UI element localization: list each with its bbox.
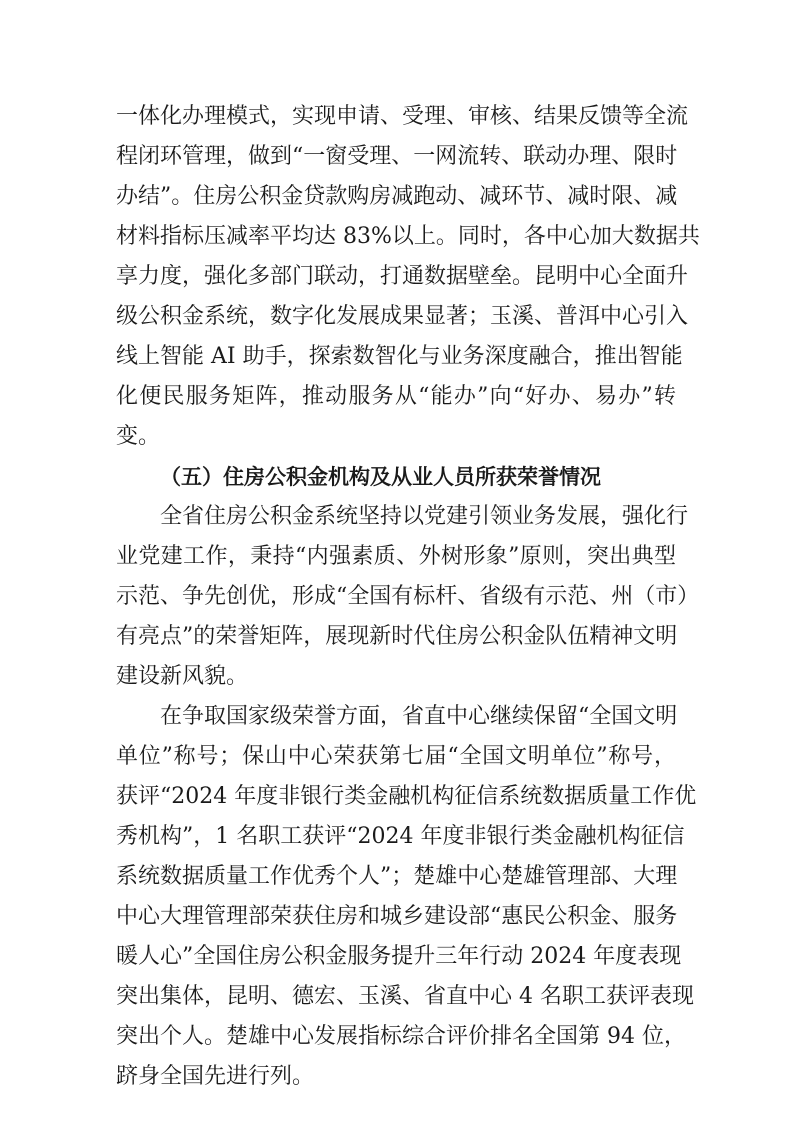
paragraph-line: 示范、争先创优，形成“全国有标杆、省级有示范、州（市） — [116, 584, 700, 609]
paragraph-line: 单位”称号；保山中心荣获第七届“全国文明单位”称号， — [116, 744, 676, 769]
paragraph-line: 级公积金系统，数字化发展成果显著；玉溪、普洱中心引入 — [116, 304, 689, 329]
paragraph-line: 系统数据质量工作优秀个人”；楚雄中心楚雄管理部、大理 — [116, 864, 678, 889]
paragraph-line: 暖人心”全国住房公积金服务提升三年行动 2024 年度表现 — [116, 944, 682, 969]
paragraph-line: 突出个人。楚雄中心发展指标综合评价排名全国第 94 位， — [116, 1024, 686, 1049]
paragraph-line: 突出集体，昆明、德宏、玉溪、省直中心 4 名职工获评表现 — [116, 984, 694, 1009]
paragraph-line: 化便民服务矩阵，推动服务从“能办”向“好办、易办”转 — [116, 384, 676, 409]
paragraph-line: 程闭环管理，做到“一窗受理、一网流转、联动办理、限时 — [116, 144, 678, 169]
paragraph-line: 材料指标压减率平均达 83%以上。同时，各中心加大数据共 — [116, 224, 700, 249]
paragraph-line: 跻身全国先进行列。 — [116, 1064, 315, 1089]
paragraph-line: 有亮点”的荣誉矩阵，展现新时代住房公积金队伍精神文明 — [116, 624, 678, 649]
section-heading: （五）住房公积金机构及从业人员所获荣誉情况 — [160, 465, 601, 489]
paragraph-line: 中心大理管理部荣获住房和城乡建设部“惠民公积金、服务 — [116, 904, 678, 929]
paragraph-line: 一体化办理模式，实现申请、受理、审核、结果反馈等全流 — [116, 104, 689, 129]
paragraph-line: 在争取国家级荣誉方面，省直中心继续保留“全国文明 — [160, 704, 678, 729]
paragraph-line: 秀机构”，1 名职工获评“2024 年度非银行类金融机构征信 — [116, 824, 685, 849]
paragraph-line: 变。 — [116, 424, 161, 449]
paragraph-line: 建设新风貌。 — [116, 664, 249, 689]
paragraph-line: 全省住房公积金系统坚持以党建引领业务发展，强化行 — [160, 504, 689, 529]
paragraph-line: 获评“2024 年度非银行类金融机构征信系统数据质量工作优 — [116, 784, 697, 809]
paragraph-line: 线上智能 AI 助手，探索数智化与业务深度融合，推出智能 — [116, 344, 683, 369]
paragraph-line: 享力度，强化多部门联动，打通数据壁垒。昆明中心全面升 — [116, 264, 689, 289]
paragraph-line: 业党建工作，秉持“内强素质、外树形象”原则，突出典型 — [116, 544, 676, 569]
paragraph-line: 办结”。住房公积金贷款购房减跑动、减环节、减时限、减 — [116, 184, 678, 209]
